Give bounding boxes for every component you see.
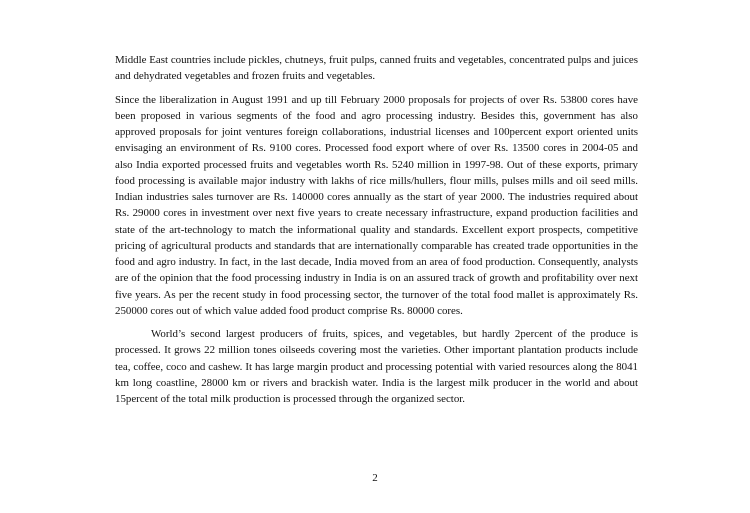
paragraph-liberalization-investment: Since the liberalization in August 1991 and up till February 2000 proposals for projects of over Rs. 53800 cores have been proposed in various segments of the food and agro processing industry. Besides this, government has also approved proposals for joint ventures foreign collaborations, industrial licenses and 100percent export oriented units envisaging an environment of Rs. 9100 cores. Processed food export where of over Rs. 13500 cores in 2004-05 and also India exported processed fruits and vegetables worth Rs. 5240 million in 1997-98. Out of these exports, primary food processing is available major industry with lakhs of rice mills/hullers, flour mills, pulses mills and oil seed mills. Indian industries sales turnover are Rs. 140000 cores annually as the start of year 2000. The industries required about Rs. 29000 cores in investment over next five years to create necessary infrastructure, expand production facilities and state of the art-technology to match the informational quality and standards. Excellent export prospects, competitive pricing of agricultural products and standards that are internationally comparable has created trade opportunities in the food and agro industry. In fact, in the last decade, India moved from an area of food production. Consequently, analysts are of the opinion that the food processing industry in India is on an assured track of growth and profitability over next five years. As per the recent study in food processing sector, the turnover of the total food mallet is approximately Rs. 250000 cores out of which value added food product comprise Rs. 80000 cores. (115, 93, 638, 317)
page-body (115, 52, 638, 407)
paragraph-export-products: Middle East countries include pickles, chutneys, fruit pulps, canned fruits and vegetables, concentrated pulps and juices and dehydrated vegetables and frozen fruits and vegetables. (115, 54, 638, 83)
paragraph-production-statistics: World’s second largest producers of fruits, spices, and vegetables, but hardly 2percent of the produce is processed. It grows 22 million tones oilseeds covering most the varieties. Other important plantation products include tea, coffee, coco and cashew. It has large margin product and processing potential with varied resources along the 8041 km long coastline, 28000 km or rivers and brackish water. India is the largest milk producer in the world and about 15percent of the total milk production is processed through the organized sector. (115, 328, 638, 405)
page-number: 2 (372, 472, 378, 484)
